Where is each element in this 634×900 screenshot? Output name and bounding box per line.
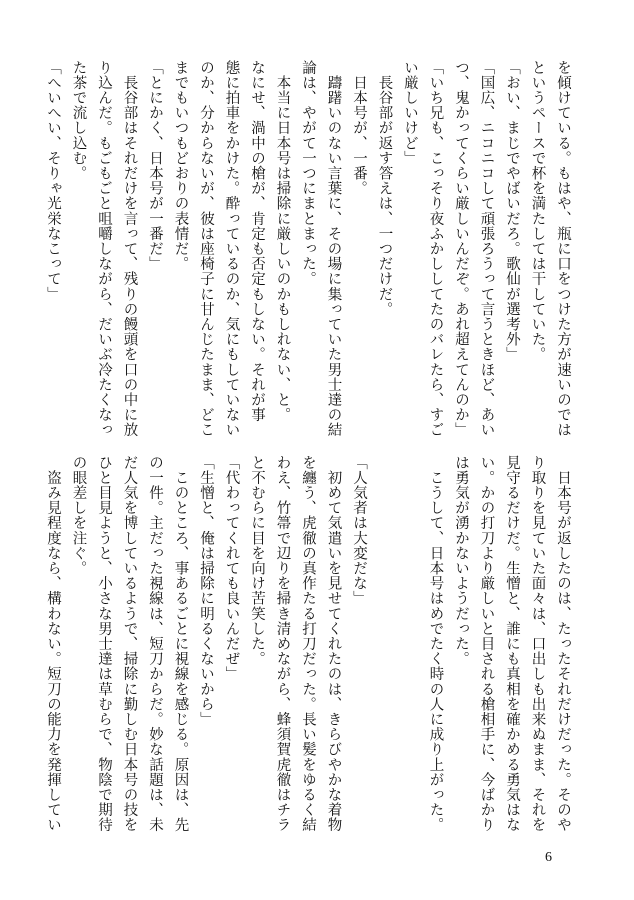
text-line: というペースで杯を満たしては干していた。 (529, 60, 546, 362)
text-line: と不むらに目を向け苦笑した。 (249, 455, 265, 667)
text-line: 態に拍車をかけた。酔っているのか、気にもしていない (223, 60, 240, 438)
text-line: なにせ、渦中の槍が、肯定も否定もしない。それが事 (249, 60, 265, 423)
text-line: つ、鬼かってくらい厳しいんだぞ。あれ超えてんのか」 (453, 60, 469, 438)
text-line: 論は、やがて一つにまとまった。 (300, 60, 316, 287)
text-line: 「国広、ニコニコして頑張ろうって言うときほど、あい (478, 60, 495, 438)
text-line: 本当に日本号は掃除に厳しいのかもしれない、と。 (274, 60, 291, 423)
text-line: を纏う、虎徹の真作たる打刀だった。長い髪をゆるく結 (300, 455, 316, 833)
text-block-lower (45, 455, 575, 833)
text-line: 「いち兄も、こっそり夜ふかししてたのバレたら、すご (427, 60, 444, 438)
text-line: を傾けている。もはや、瓶に口をつけた方が速いのでは (555, 60, 571, 438)
text-line: だ人気を博しているようで、掃除に勤しむ日本号の技を (121, 455, 138, 833)
text-line (371, 455, 397, 815)
text-line: こうして、日本号はめでたく時の人に成り上がった。 (427, 455, 444, 833)
text-line: 見守るだけだ。生憎と、誰にも真相を確かめる勇気はな (504, 455, 520, 833)
text-line: 長谷部はそれだけを言って、残りの饅頭を口の中に放 (121, 60, 138, 438)
text-line: 日本号が返したのは、たったそれだけだった。そのや (555, 455, 571, 833)
text-block-upper (45, 60, 575, 438)
text-line: のか、分からないが、彼は座椅子に甘んじたまま、どこ (198, 60, 214, 438)
text-line: 躊躇いのない言葉に、その場に集っていた男士達の結 (325, 60, 342, 438)
text-line: り込んだ。もごもごと咀嚼しながら、だいぶ冷たくなっ (96, 60, 112, 438)
text-line: 「生憎と、俺は掃除に明るくないから」 (198, 455, 214, 727)
text-line: は勇気が湧かないようだった。 (453, 455, 469, 667)
text-line: 初めて気遣いを見せてくれたのは、きらびやかな着物 (325, 455, 342, 833)
text-line: 「とにかく、日本号が一番だ」 (147, 60, 163, 272)
text-line: い。かの打刀より厳しいと目される槍相手に、今ばかり (478, 455, 495, 833)
text-line (397, 455, 423, 815)
text-line: り取りを見ていた面々は、口出しも出来ぬまま、それを (529, 455, 546, 833)
text-line: このところ、事あるごとに視線を感じる。原因は、先 (172, 455, 189, 833)
text-line: までもいつもどおりの表情だ。 (172, 60, 189, 272)
text-line: い厳しいけど」 (402, 60, 418, 166)
page-number: 6 (545, 850, 552, 865)
text-line: 「おい、まじでやばいだろ。歌仙が選考外」 (504, 60, 520, 362)
text-line: 日本号が、一番。 (351, 60, 367, 196)
text-line: ひと目見ようと、小さな男士達は草むらで、物陰で期待 (96, 455, 112, 833)
text-line: の一件。主だった視線は、短刀からだ。妙な話題は、未 (147, 455, 163, 833)
text-line: 盗み見程度なら、構わない。短刀の能力を発揮してい (45, 455, 61, 833)
text-line: わえ、竹箒で辺りを掃き清めながら、蜂須賀虎徹はチラ (274, 455, 291, 833)
text-line: 「人気者は大変だな」 (351, 455, 367, 606)
text-line: 長谷部が返す答えは、一つだけだ。 (376, 60, 393, 317)
text-line: た茶で流し込む。 (70, 60, 87, 181)
text-line: 「へいへい、そりゃ光栄なこって」 (45, 60, 61, 302)
text-line: の眼差しを注ぐ。 (70, 455, 87, 576)
text-line: 「代わってくれても良いんだぜ」 (223, 455, 240, 682)
